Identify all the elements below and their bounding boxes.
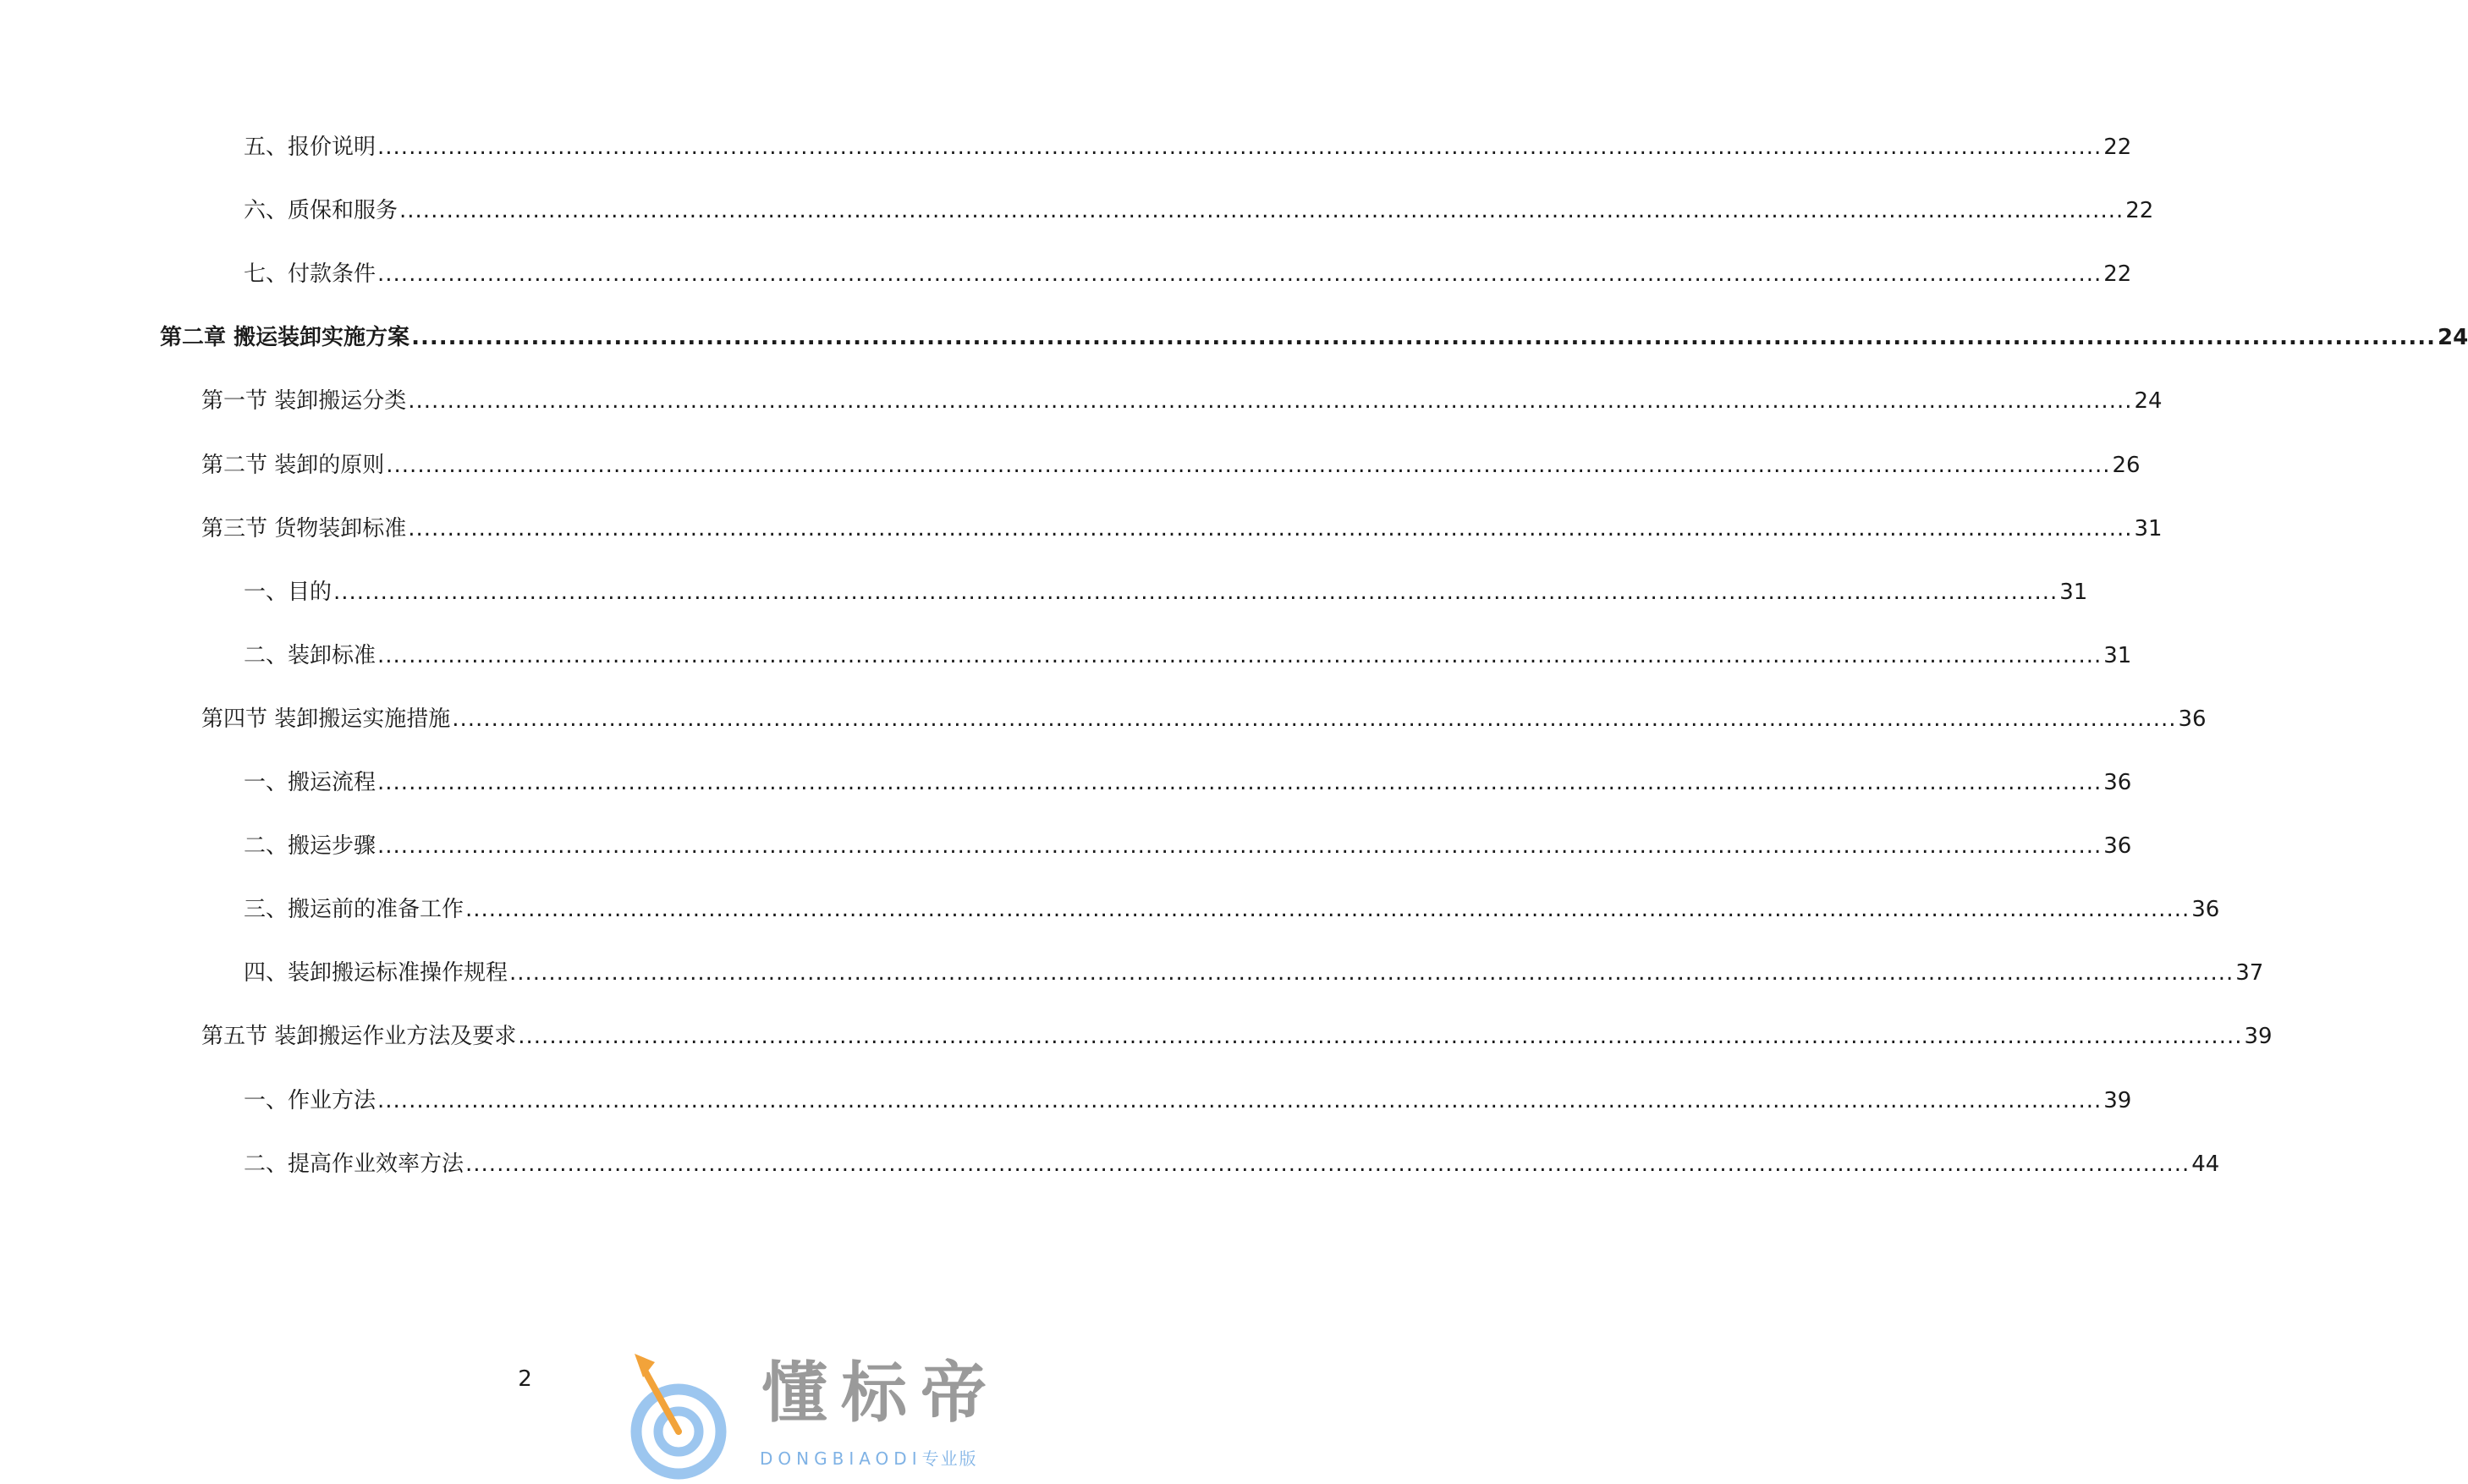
toc-entry[interactable] [201, 1020, 2273, 1053]
toc-dot-leader: ............................................................................................................................................................................................................................ [518, 1024, 2243, 1049]
watermark [626, 1337, 1032, 1484]
toc-entry-title: 五、报价说明 [244, 135, 377, 160]
toc-entry-page: 22 [2125, 198, 2154, 223]
toc-entry-title: 一、作业方法 [244, 1088, 377, 1113]
toc-entry-page: 36 [2103, 833, 2132, 859]
toc-entry-page: 31 [2059, 580, 2088, 605]
toc-dot-leader: ............................................................................................................................................................................................................................ [377, 643, 2102, 668]
toc-entry[interactable] [244, 639, 2132, 673]
toc-entry-page: 22 [2103, 135, 2132, 160]
watermark-subtitle-latin: DONGBIAODI [760, 1448, 922, 1469]
toc-dot-leader: ............................................................................................................................................................................................................................ [399, 198, 2124, 223]
toc-entry[interactable] [244, 194, 2154, 228]
toc-entry-page: 31 [2134, 516, 2163, 541]
toc-dot-leader: ............................................................................................................................................................................................................................ [386, 453, 2111, 478]
toc-dot-leader: ............................................................................................................................................................................................................................ [377, 770, 2102, 795]
toc-entry-title: 四、装卸搬运标准操作规程 [244, 960, 508, 986]
toc-entry-page: 31 [2103, 643, 2132, 668]
toc-dot-leader: ............................................................................................................................................................................................................................ [452, 706, 2177, 732]
toc-entry-page: 36 [2191, 897, 2220, 922]
toc-dot-leader: ............................................................................................................................................................................................................................ [408, 516, 2133, 541]
toc-dot-leader: ............................................................................................................................................................................................................................ [408, 388, 2133, 414]
toc-entry-page: 36 [2178, 706, 2207, 732]
toc-entry[interactable] [244, 829, 2132, 863]
toc-dot-leader: ............................................................................................................................................................................................................................ [333, 580, 2058, 605]
toc-entry-title: 二、搬运步骤 [244, 833, 377, 859]
toc-dot-leader: ............................................................................................................................................................................................................................ [377, 1088, 2102, 1113]
page-number: 2 [518, 1366, 532, 1392]
toc-entry[interactable] [244, 1147, 2220, 1181]
toc-dot-leader: ............................................................................................................................................................................................................................ [377, 261, 2102, 287]
toc-entry-page: 24 [2134, 388, 2163, 414]
toc-entry[interactable] [244, 766, 2132, 800]
toc-entry[interactable] [244, 956, 2264, 990]
toc-entry-page: 36 [2103, 770, 2132, 795]
toc-entry[interactable] [201, 702, 2207, 736]
toc-entry-page: 39 [2244, 1024, 2273, 1049]
toc-entry-title: 一、搬运流程 [244, 770, 377, 795]
toc-entry-title: 第五节 装卸搬运作业方法及要求 [201, 1024, 517, 1049]
toc-entry[interactable] [244, 1084, 2132, 1118]
toc-entry-page: 37 [2235, 960, 2264, 986]
toc-dot-leader: ............................................................................................................................................................................................................................ [465, 1151, 2190, 1177]
toc-entry-title: 二、提高作业效率方法 [244, 1151, 464, 1177]
toc-entry[interactable] [244, 257, 2132, 291]
toc-entry[interactable] [201, 512, 2163, 546]
toc-entry[interactable] [244, 575, 2088, 609]
toc-entry[interactable] [244, 893, 2220, 926]
toc-entry-title: 三、搬运前的准备工作 [244, 897, 464, 922]
toc-entry-title: 二、装卸标准 [244, 643, 377, 668]
toc-entry[interactable] [201, 448, 2141, 482]
toc-entry-page: 44 [2191, 1151, 2220, 1177]
watermark-subtitle [760, 1448, 978, 1469]
toc-dot-leader: ............................................................................................................................................................................................................................ [509, 960, 2234, 986]
toc-entry-title: 第二节 装卸的原则 [201, 453, 385, 478]
watermark-subtitle-cn: 专业版 [921, 1448, 978, 1469]
target-logo-icon [626, 1337, 753, 1484]
toc-dot-leader: ............................................................................................................................................................................................................................ [465, 897, 2190, 922]
toc-entry-page: 39 [2103, 1088, 2132, 1113]
toc-entry-title: 第四节 装卸搬运实施措施 [201, 706, 451, 732]
toc-entry-page: 24 [2438, 325, 2468, 350]
toc-entry[interactable] [244, 130, 2132, 164]
toc-entry-title: 第三节 货物装卸标准 [201, 516, 407, 541]
toc-dot-leader: ............................................................................................................................................................................................................................ [411, 325, 2436, 350]
toc-dot-leader: ............................................................................................................................................................................................................................ [377, 135, 2102, 160]
toc-entry-page: 26 [2112, 453, 2141, 478]
toc-entry-title: 第一节 装卸搬运分类 [201, 388, 407, 414]
toc-entry-title: 七、付款条件 [244, 261, 377, 287]
toc-entry[interactable] [160, 321, 2468, 355]
toc-dot-leader: ............................................................................................................................................................................................................................ [377, 833, 2102, 859]
toc-entry-title: 第二章 搬运装卸实施方案 [160, 325, 410, 350]
toc-entry-title: 一、目的 [244, 580, 333, 605]
toc-entry[interactable] [201, 384, 2163, 418]
watermark-brand: 懂标帝 [761, 1355, 1001, 1432]
toc-entry-title: 六、质保和服务 [244, 198, 399, 223]
toc-entry-page: 22 [2103, 261, 2132, 287]
